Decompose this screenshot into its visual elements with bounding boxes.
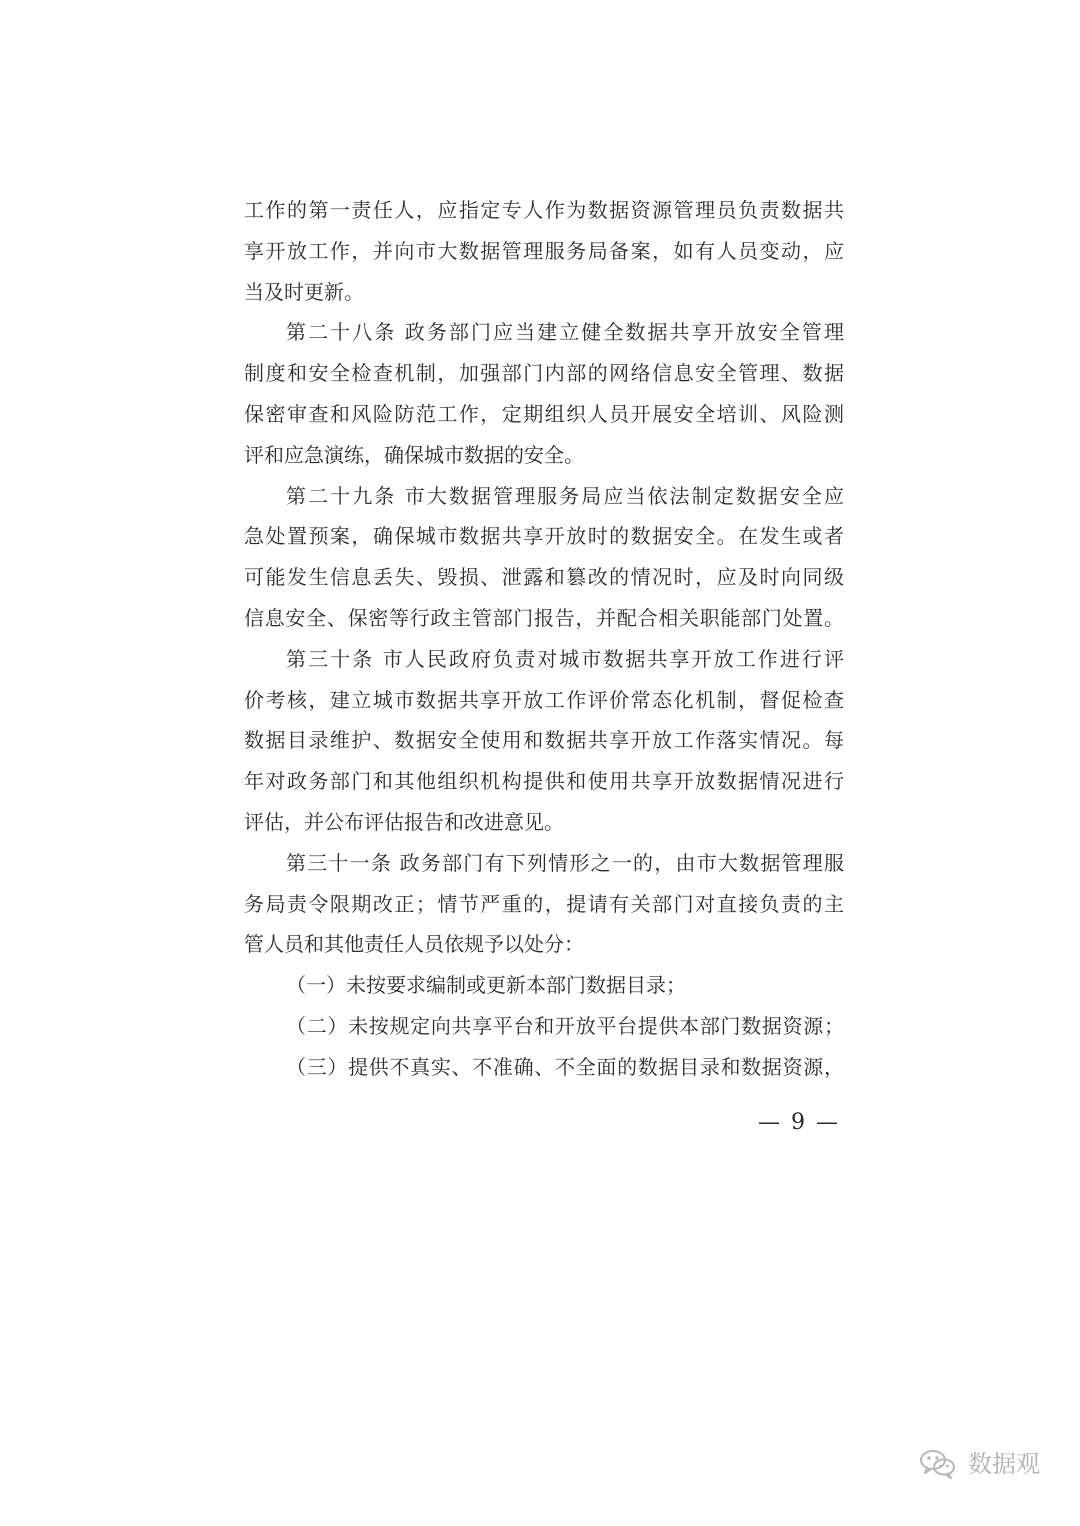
text-line: 价考核，建立城市数据共享开放工作评价常态化机制，督促检查: [244, 687, 844, 712]
wechat-icon: [918, 1447, 958, 1481]
list-item-3: （三）提供不真实、不准确、不全面的数据目录和数据资源，: [286, 1054, 844, 1079]
text-line: 务局责令限期改正；情节严重的，提请有关部门对直接负责的主: [244, 891, 844, 916]
text-line: 年对政务部门和其他组织机构提供和使用共享开放数据情况进行: [244, 769, 844, 794]
text-line: 制度和安全检查机制，加强部门内部的网络信息安全管理、数据: [244, 361, 844, 386]
text-line: 评和应急演练，确保城市数据的安全。: [244, 442, 584, 467]
watermark: [918, 1447, 1040, 1481]
text-line: 工作的第一责任人，应指定专人作为数据资源管理员负责数据共: [244, 198, 844, 222]
article-30-heading-line: 第三十条 市人民政府负责对城市数据共享开放工作进行评: [286, 646, 844, 671]
text-line: 信息安全、保密等行政主管部门报告，并配合相关职能部门处置。: [244, 605, 844, 630]
watermark-text: 数据观: [968, 1450, 1040, 1478]
list-item-2: （二）未按规定向共享平台和开放平台提供本部门数据资源；: [286, 1013, 844, 1038]
document-body: [244, 190, 844, 1088]
page-number: — 9 —: [758, 1110, 840, 1135]
text-line: 保密审查和风险防范工作，定期组织人员开展安全培训、风险测: [244, 401, 844, 426]
article-29-heading-line: 第二十九条 市大数据管理服务局应当依法制定数据安全应: [286, 483, 844, 508]
text-line: 急处置预案，确保城市数据共享开放时的数据安全。在发生或者: [244, 524, 844, 549]
text-line: 可能发生信息丢失、毁损、泄露和篡改的情况时，应及时向同级: [244, 565, 844, 590]
article-28-heading-line: 第二十八条 政务部门应当建立健全数据共享开放安全管理: [286, 320, 844, 345]
text-line: 评估，并公布评估报告和改进意见。: [244, 809, 564, 834]
text-line: 数据目录维护、数据安全使用和数据共享开放工作落实情况。每: [244, 728, 844, 753]
article-31-heading-line: 第三十一条 政务部门有下列情形之一的，由市大数据管理服: [286, 850, 844, 875]
list-item-1: （一）未按要求编制或更新本部门数据目录；: [286, 973, 686, 998]
text-line: 当及时更新。: [244, 279, 364, 304]
text-line: 管人员和其他责任人员依规予以处分：: [244, 932, 584, 957]
text-line: 享开放工作，并向市大数据管理服务局备案，如有人员变动，应: [244, 238, 844, 263]
